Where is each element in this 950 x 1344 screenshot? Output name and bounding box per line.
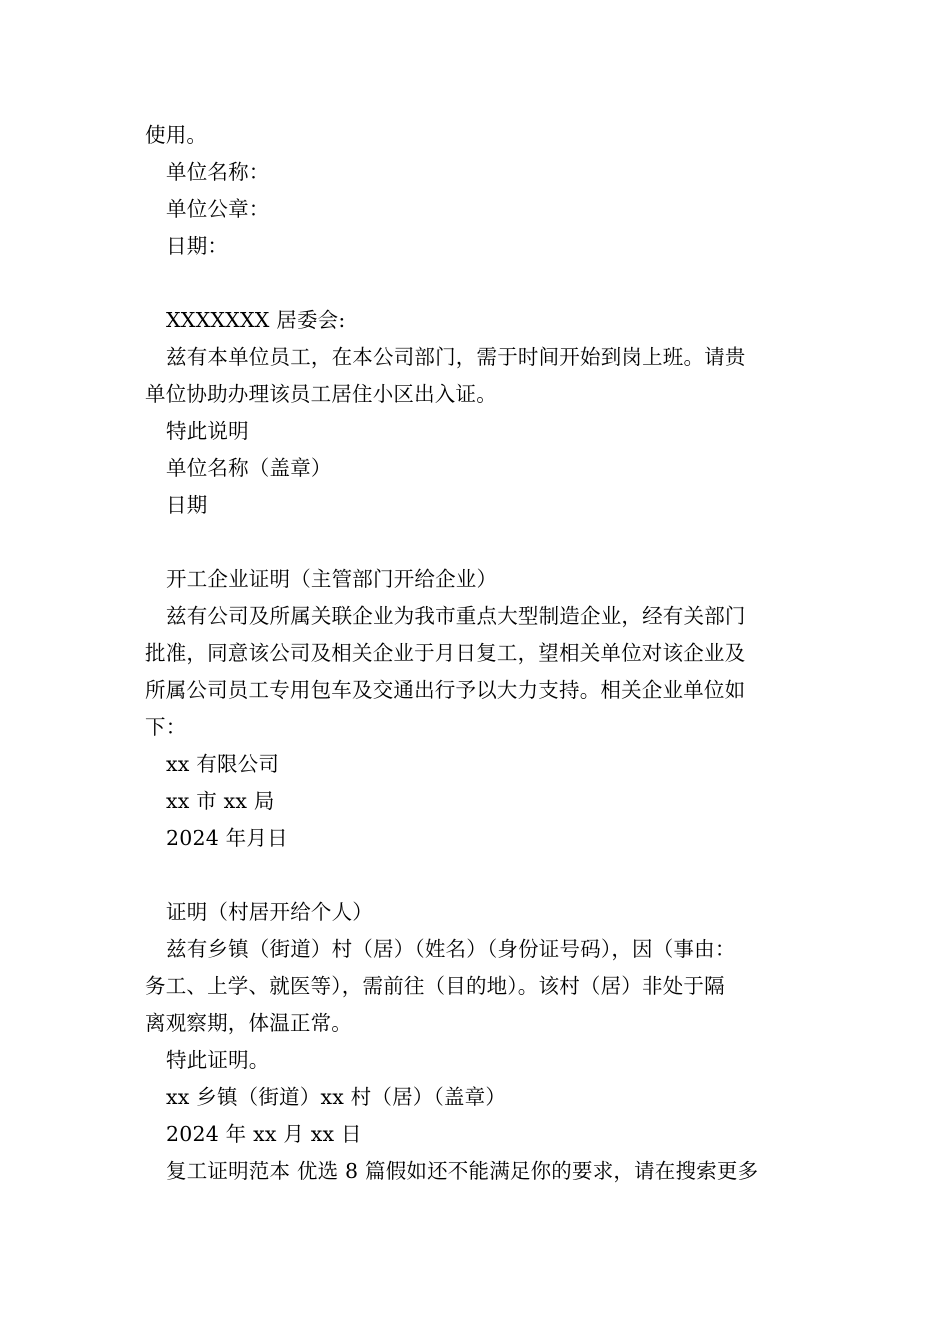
- footer-text: 复工证明范本 优选 8 篇假如还不能满足你的要求，请在搜索更多: [166, 1159, 759, 1183]
- section-title: 证明（村居开给个人）: [166, 900, 373, 924]
- bureau-name: xx 市 xx 局: [166, 789, 275, 813]
- closing-text: 特此说明: [166, 419, 249, 443]
- closing-text: 特此证明。: [166, 1048, 270, 1072]
- date-line: 2024 年 xx 月 xx 日: [166, 1122, 362, 1146]
- paragraph-gap: [145, 857, 825, 894]
- company-name: xx 有限公司: [166, 752, 280, 776]
- document-body: [145, 117, 825, 1190]
- body-text-line: 批准，同意该公司及相关企业于月日复工，望相关单位对该企业及: [145, 641, 746, 665]
- unit-seal-label: 单位公章：: [166, 197, 270, 221]
- body-text-line: 兹有乡镇（街道）村（居）（姓名）（身份证号码），因（事由：: [166, 937, 736, 961]
- date-label: 日期: [166, 493, 208, 517]
- body-text-line: 兹有本单位员工，在本公司部门，需于时间开始到岗上班。请贵: [166, 345, 746, 369]
- body-text-line: 兹有公司及所属关联企业为我市重点大型制造企业，经有关部门: [166, 604, 746, 628]
- addressee: XXXXXXX 居委会:: [166, 308, 346, 332]
- section-title: 开工企业证明（主管部门开给企业）: [166, 567, 498, 591]
- body-text-line: 务工、上学、就医等），需前往（目的地）。该村（居）非处于隔: [145, 974, 725, 998]
- issuer-line: xx 乡镇（街道）xx 村（居）（盖章）: [166, 1085, 507, 1109]
- date-line: 2024 年月日: [166, 826, 288, 850]
- body-text-line: 单位协助办理该员工居住小区出入证。: [145, 382, 497, 406]
- body-text-line: 离观察期，体温正常。: [145, 1011, 352, 1035]
- date-label: 日期：: [166, 234, 229, 258]
- body-text-line: 所属公司员工专用包车及交通出行予以大力支持。相关企业单位如: [145, 678, 746, 702]
- body-text-line: 下：: [145, 715, 187, 739]
- text-line: 使用。: [145, 123, 208, 147]
- paragraph-gap: [145, 265, 825, 302]
- unit-name-seal-label: 单位名称（盖章）: [166, 456, 332, 480]
- unit-name-label: 单位名称：: [166, 160, 270, 184]
- paragraph-gap: [145, 524, 825, 561]
